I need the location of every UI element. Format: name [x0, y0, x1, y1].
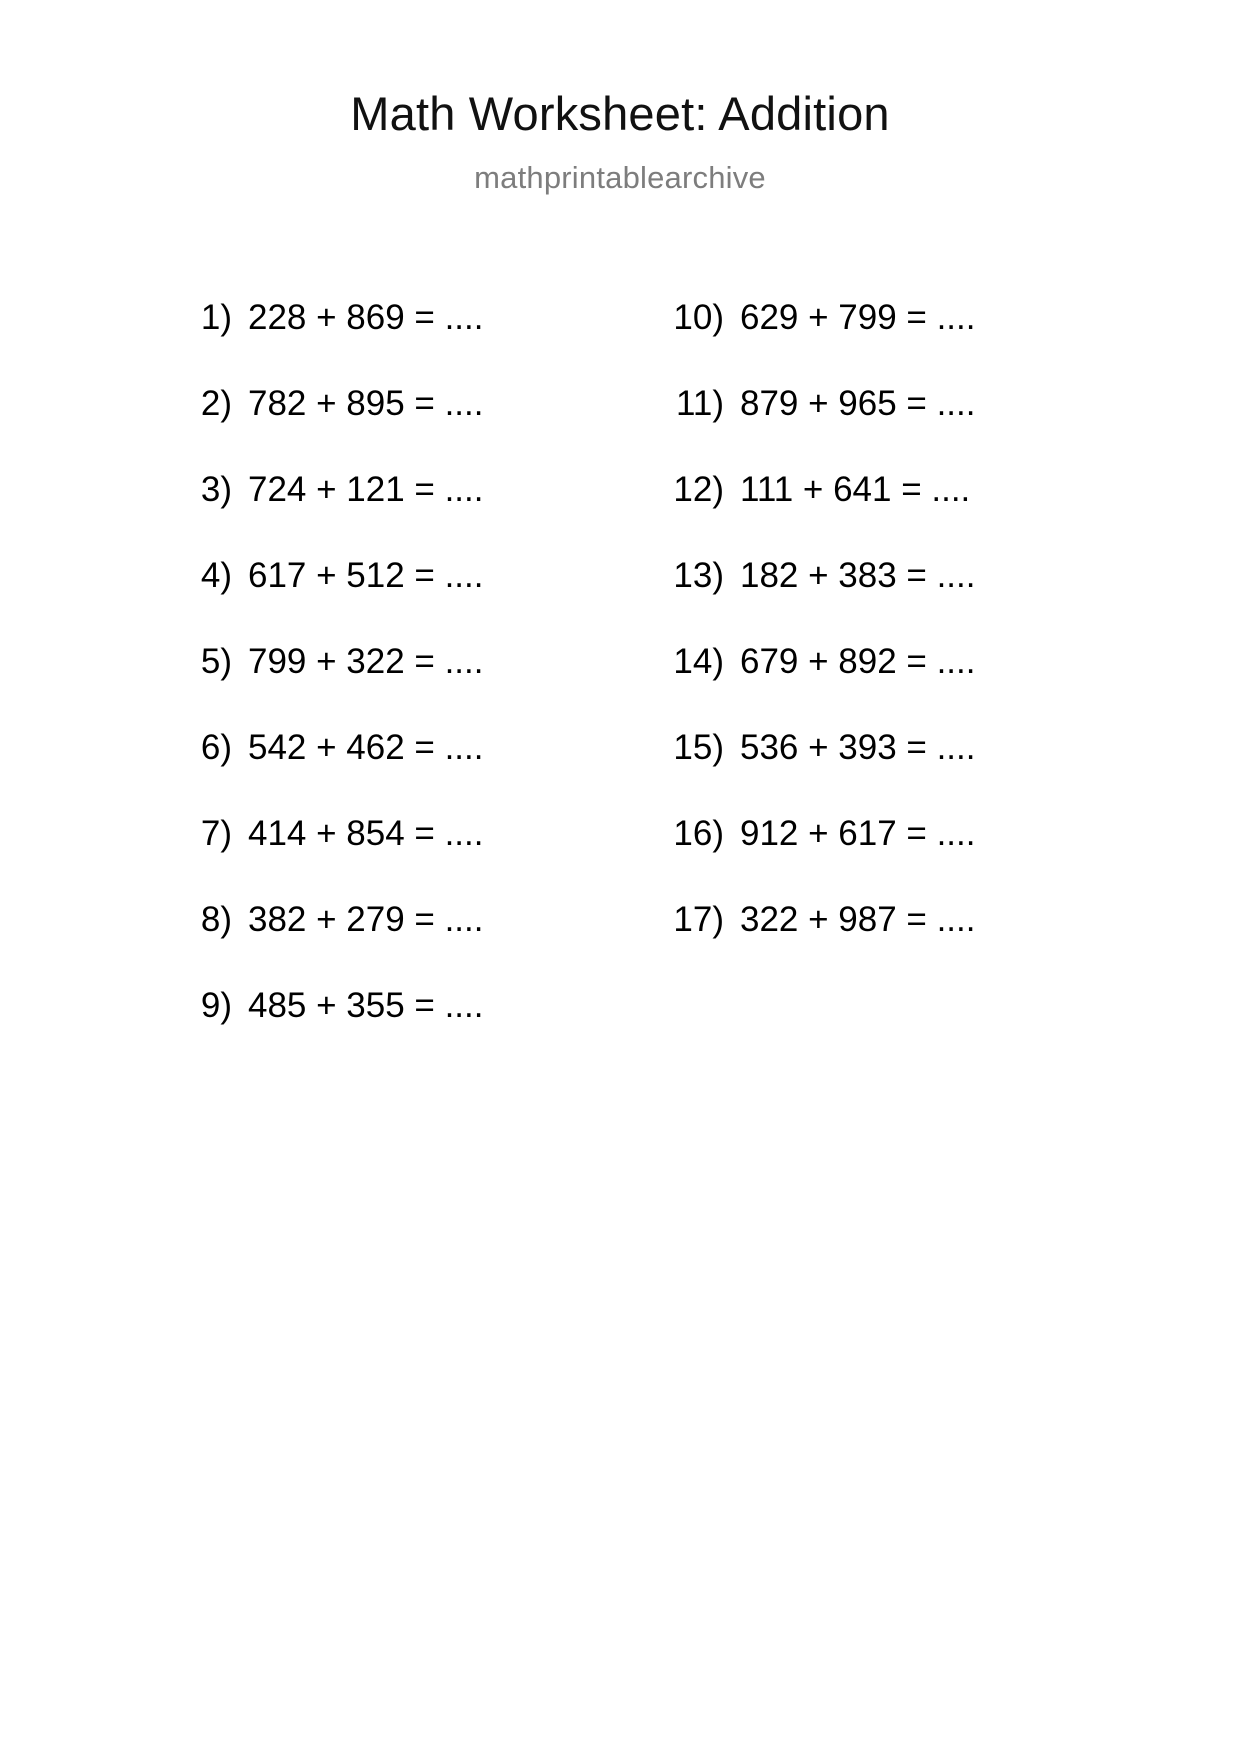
- problem-item: [150, 988, 620, 1074]
- problem-number: 14): [673, 642, 724, 681]
- problem-number: 9): [200, 986, 232, 1025]
- problem-item: [620, 816, 1090, 902]
- problem-number: 1): [200, 298, 232, 337]
- problem-number: 3): [200, 470, 232, 509]
- problem-number: 8): [200, 900, 232, 939]
- problem-number: 13): [673, 556, 724, 595]
- problem-expression: 322 + 987 = ....: [740, 900, 976, 939]
- problem-number: 5): [200, 642, 232, 681]
- problem-expression: 542 + 462 = ....: [248, 728, 484, 767]
- problem-item: [620, 902, 1090, 988]
- problem-number: 4): [200, 556, 232, 595]
- problem-number: 11): [676, 384, 724, 423]
- problem-expression: 182 + 383 = ....: [740, 556, 976, 595]
- problem-item: [620, 730, 1090, 816]
- problem-item: [150, 386, 620, 472]
- problem-number: 6): [200, 728, 232, 767]
- problem-number: 7): [200, 814, 232, 853]
- problem-expression: 414 + 854 = ....: [248, 814, 484, 853]
- problem-item: [150, 816, 620, 902]
- problem-item: [620, 472, 1090, 558]
- page-subtitle: mathprintablearchive: [474, 160, 766, 195]
- problem-number: 17): [673, 900, 724, 939]
- problem-item: [150, 300, 620, 386]
- problem-expression: 879 + 965 = ....: [740, 384, 976, 423]
- problem-expression: 536 + 393 = ....: [740, 728, 976, 767]
- problem-column-left: [150, 300, 620, 1074]
- problem-number: 16): [673, 814, 724, 853]
- problem-item: [620, 386, 1090, 472]
- problem-list: [150, 300, 1090, 1074]
- problem-column-right: [620, 300, 1090, 1074]
- problem-number: 2): [200, 384, 232, 423]
- problem-item: [150, 730, 620, 816]
- page-title: Math Worksheet: Addition: [350, 87, 890, 140]
- problem-item: [620, 300, 1090, 386]
- problem-expression: 617 + 512 = ....: [248, 556, 484, 595]
- problem-expression: 382 + 279 = ....: [248, 900, 484, 939]
- problem-expression: 629 + 799 = ....: [740, 298, 976, 337]
- problem-item: [150, 472, 620, 558]
- problem-expression: 111 + 641 = ....: [740, 470, 971, 509]
- problem-item: [150, 902, 620, 988]
- problem-expression: 799 + 322 = ....: [248, 642, 484, 681]
- problem-item: [620, 644, 1090, 730]
- problem-number: 10): [673, 298, 724, 337]
- problem-item: [150, 644, 620, 730]
- problem-expression: 228 + 869 = ....: [248, 298, 484, 337]
- problem-item: [150, 558, 620, 644]
- problem-expression: 782 + 895 = ....: [248, 384, 484, 423]
- problem-expression: 679 + 892 = ....: [740, 642, 976, 681]
- problem-expression: 912 + 617 = ....: [740, 814, 976, 853]
- problem-item: [620, 558, 1090, 644]
- problem-expression: 724 + 121 = ....: [248, 470, 484, 509]
- problem-number: 12): [673, 470, 724, 509]
- problem-number: 15): [673, 728, 724, 767]
- problem-expression: 485 + 355 = ....: [248, 986, 484, 1025]
